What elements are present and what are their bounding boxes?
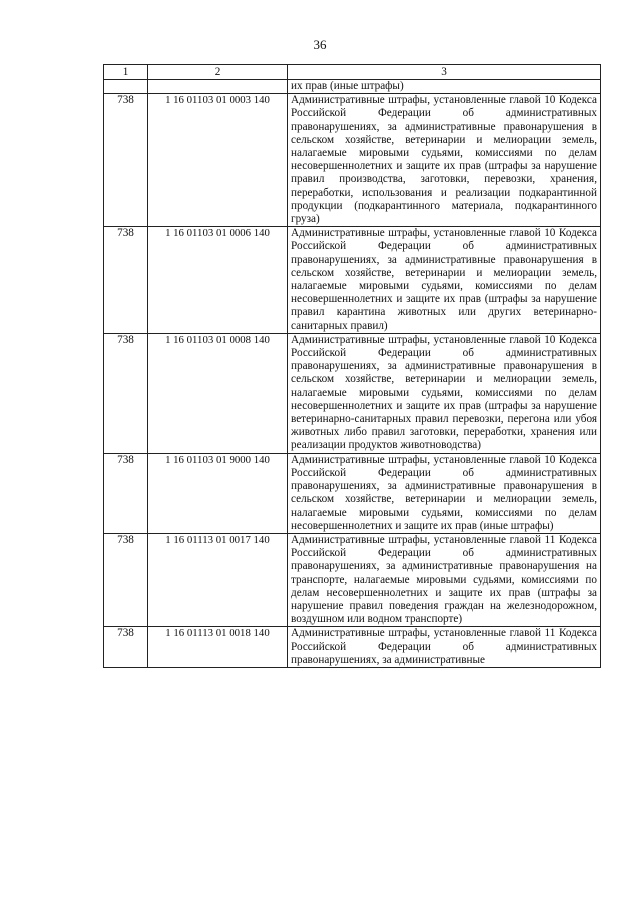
- budget-codes-table: [103, 64, 601, 668]
- row-budget-code: 1 16 01113 01 0017 140: [148, 533, 288, 626]
- row-budget-code: 1 16 01103 01 0006 140: [148, 227, 288, 334]
- row-description: Административные штрафы, установленные главой 10 Кодекса Российской Федерации об административных правонарушениях, за административные правонарушения в сельском хозяйстве, ветеринарии и мелиорации земель, налагаемые мировыми судьями, комиссиями по делам несовершеннолетних и защите их прав (иные штрафы): [288, 453, 601, 533]
- row-budget-code: 1 16 01103 01 0008 140: [148, 333, 288, 453]
- row-admin-code: 738: [104, 227, 148, 334]
- table-row: [104, 333, 601, 453]
- row-budget-code: 1 16 01113 01 0018 140: [148, 627, 288, 668]
- table-row: [104, 227, 601, 334]
- row-budget-code: 1 16 01103 01 9000 140: [148, 453, 288, 533]
- row-admin-code: 738: [104, 94, 148, 227]
- header-col-3: 3: [288, 65, 601, 80]
- table-row-continuation: [104, 80, 601, 94]
- row-description: Административные штрафы, установленные главой 10 Кодекса Российской Федерации об административных правонарушениях, за административные правонарушения в сельском хозяйстве, ветеринарии и мелиорации земель, налагаемые мировыми судьями, комиссиями по делам несовершеннолетних и защите их прав (штрафы за нарушение ветеринарно-санитарных правил перевозки, перегона или убоя животных либо правил заготовки, переработки, хранения или реализации продуктов животноводства): [288, 333, 601, 453]
- continuation-col-1: [104, 80, 148, 94]
- header-col-1: 1: [104, 65, 148, 80]
- table-row: [104, 94, 601, 227]
- row-admin-code: 738: [104, 533, 148, 626]
- row-description: Административные штрафы, установленные главой 10 Кодекса Российской Федерации об административных правонарушениях, за административные правонарушения в сельском хозяйстве, ветеринарии и мелиорации земель, налагаемые мировыми судьями, комиссиями по делам несовершеннолетних и защите их прав (штрафы за нарушение правил производства, заготовки, перевозки, хранения, переработки, использования и реализации подкарантинной продукции (подкарантинного материала, подкарантинного груза): [288, 94, 601, 227]
- table-header-row: [104, 65, 601, 80]
- row-budget-code: 1 16 01103 01 0003 140: [148, 94, 288, 227]
- row-admin-code: 738: [104, 627, 148, 668]
- row-admin-code: 738: [104, 333, 148, 453]
- header-col-2: 2: [148, 65, 288, 80]
- row-admin-code: 738: [104, 453, 148, 533]
- row-description: Административные штрафы, установленные главой 11 Кодекса Российской Федерации об административных правонарушениях, за административные правонарушения на транспорте, налагаемые мировыми судьями, комиссиями по делам несовершеннолетних и защите их прав (штрафы за нарушение правил поведения граждан на железнодорожном, воздушном или водном транспорте): [288, 533, 601, 626]
- row-description: Административные штрафы, установленные главой 11 Кодекса Российской Федерации об административных правонарушениях, за административные: [288, 627, 601, 668]
- table-row: [104, 453, 601, 533]
- table-row: [104, 627, 601, 668]
- page-number: 36: [313, 37, 327, 52]
- continuation-col-2: [148, 80, 288, 94]
- row-description: Административные штрафы, установленные главой 10 Кодекса Российской Федерации об административных правонарушениях, за административные правонарушения в сельском хозяйстве, ветеринарии и мелиорации земель, налагаемые мировыми судьями, комиссиями по делам несовершеннолетних и защите их прав (штрафы за нарушение правил карантина животных или других ветеринарно-санитарных правил): [288, 227, 601, 334]
- table-row: [104, 533, 601, 626]
- continuation-text: их прав (иные штрафы): [288, 80, 601, 94]
